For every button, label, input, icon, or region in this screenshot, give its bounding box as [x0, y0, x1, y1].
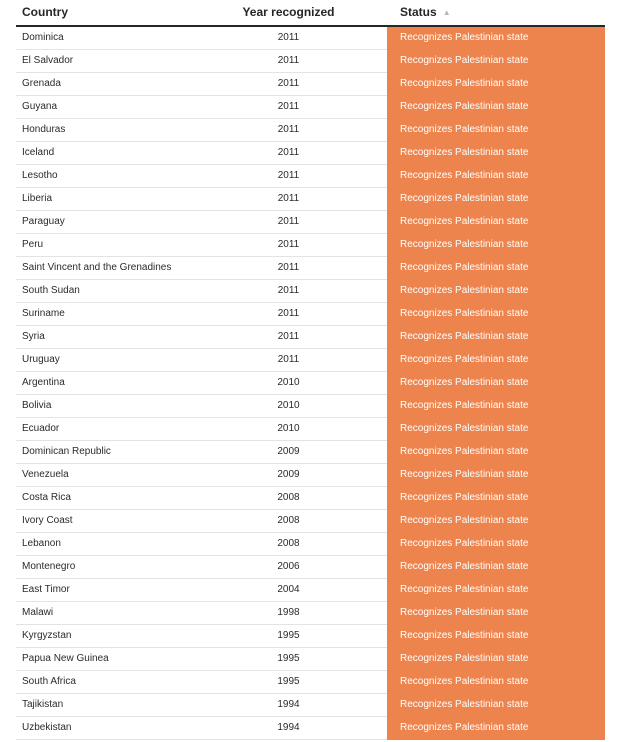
table-row: [16, 96, 605, 119]
country-cell: Iceland: [22, 147, 55, 158]
year-cell: 2009: [277, 469, 300, 480]
year-cell: 2011: [277, 55, 300, 66]
country-cell: El Salvador: [22, 55, 74, 66]
status-badge: Recognizes Palestinian state: [387, 119, 605, 142]
country-cell: Montenegro: [22, 561, 76, 572]
country-cell: Bolivia: [22, 400, 52, 411]
status-badge: Recognizes Palestinian state: [387, 464, 605, 487]
country-cell: Tajikistan: [22, 699, 64, 710]
country-cell: Honduras: [22, 124, 66, 135]
status-badge: Recognizes Palestinian state: [387, 510, 605, 533]
status-badge: Recognizes Palestinian state: [387, 579, 605, 602]
country-cell: Peru: [22, 239, 44, 250]
table-row: [16, 671, 605, 694]
column-header-status-label: Status: [400, 5, 437, 19]
country-cell: Dominica: [22, 32, 64, 43]
table-row: [16, 602, 605, 625]
status-badge: Recognizes Palestinian state: [387, 487, 605, 510]
year-cell: 2011: [277, 262, 300, 273]
table-row: [16, 533, 605, 556]
country-cell: Papua New Guinea: [22, 653, 109, 664]
table-row: [16, 234, 605, 257]
year-cell: 1994: [277, 699, 300, 710]
year-cell: 1995: [277, 653, 300, 664]
table-row: [16, 648, 605, 671]
country-cell: Suriname: [22, 308, 65, 319]
table-row: [16, 303, 605, 326]
country-cell: Venezuela: [22, 469, 69, 480]
country-cell: East Timor: [22, 584, 70, 595]
table-row: [16, 119, 605, 142]
country-cell: Grenada: [22, 78, 61, 89]
table-row: [16, 73, 605, 96]
country-cell: Uruguay: [22, 354, 60, 365]
status-badge: Recognizes Palestinian state: [387, 372, 605, 395]
table-row: [16, 556, 605, 579]
country-cell: Costa Rica: [22, 492, 71, 503]
country-cell: Kyrgyzstan: [22, 630, 72, 641]
country-cell: Ecuador: [22, 423, 60, 434]
status-badge: Recognizes Palestinian state: [387, 234, 605, 257]
country-cell: South Sudan: [22, 285, 80, 296]
status-badge: Recognizes Palestinian state: [387, 418, 605, 441]
status-badge: Recognizes Palestinian state: [387, 326, 605, 349]
table-row: [16, 441, 605, 464]
year-cell: 2011: [277, 147, 300, 158]
table-row: [16, 487, 605, 510]
country-cell: South Africa: [22, 676, 76, 687]
table-row: [16, 165, 605, 188]
status-badge: Recognizes Palestinian state: [387, 625, 605, 648]
country-cell: Argentina: [22, 377, 65, 388]
column-header-status[interactable]: [400, 0, 451, 25]
year-cell: 2011: [277, 239, 300, 250]
status-badge: Recognizes Palestinian state: [387, 602, 605, 625]
year-cell: 2011: [277, 32, 300, 43]
year-cell: 2010: [277, 400, 300, 411]
year-cell: 2011: [277, 216, 300, 227]
status-badge: Recognizes Palestinian state: [387, 648, 605, 671]
status-badge: Recognizes Palestinian state: [387, 73, 605, 96]
country-cell: Uzbekistan: [22, 722, 72, 733]
year-cell: 2011: [277, 193, 300, 204]
status-badge: Recognizes Palestinian state: [387, 441, 605, 464]
table-row: [16, 395, 605, 418]
column-header-year[interactable]: Year recognized: [242, 5, 335, 19]
column-header-country[interactable]: Country: [22, 5, 68, 19]
table-body: [16, 27, 605, 740]
table-row: [16, 372, 605, 395]
sort-ascending-icon[interactable]: ▲: [442, 8, 451, 17]
table-row: [16, 349, 605, 372]
year-cell: 2011: [277, 170, 300, 181]
status-badge: Recognizes Palestinian state: [387, 165, 605, 188]
table-row: [16, 326, 605, 349]
year-cell: 2011: [277, 101, 300, 112]
year-cell: 2009: [277, 446, 300, 457]
year-cell: 2010: [277, 377, 300, 388]
country-cell: Lebanon: [22, 538, 61, 549]
status-badge: Recognizes Palestinian state: [387, 280, 605, 303]
year-cell: 2004: [277, 584, 300, 595]
status-badge: Recognizes Palestinian state: [387, 671, 605, 694]
year-cell: 2006: [277, 561, 300, 572]
status-badge: Recognizes Palestinian state: [387, 96, 605, 119]
table-row: [16, 717, 605, 740]
table-row: [16, 418, 605, 441]
country-cell: Paraguay: [22, 216, 65, 227]
country-cell: Ivory Coast: [22, 515, 73, 526]
year-cell: 1995: [277, 630, 300, 641]
status-badge: Recognizes Palestinian state: [387, 50, 605, 73]
table-row: [16, 211, 605, 234]
table-row: [16, 142, 605, 165]
year-cell: 1994: [277, 722, 300, 733]
table-header: [16, 0, 605, 27]
status-badge: Recognizes Palestinian state: [387, 303, 605, 326]
country-cell: Guyana: [22, 101, 58, 112]
status-badge: Recognizes Palestinian state: [387, 694, 605, 717]
year-cell: 2011: [277, 331, 300, 342]
country-cell: Lesotho: [22, 170, 58, 181]
country-cell: Liberia: [22, 193, 53, 204]
table-row: [16, 464, 605, 487]
status-badge: Recognizes Palestinian state: [387, 211, 605, 234]
table-row: [16, 280, 605, 303]
status-badge: Recognizes Palestinian state: [387, 717, 605, 740]
country-cell: Syria: [22, 331, 45, 342]
year-cell: 2008: [277, 538, 300, 549]
country-cell: Saint Vincent and the Grenadines: [22, 262, 172, 273]
table-row: [16, 625, 605, 648]
table-row: [16, 579, 605, 602]
year-cell: 2011: [277, 308, 300, 319]
year-cell: 2011: [277, 124, 300, 135]
country-cell: Dominican Republic: [22, 446, 111, 457]
recognition-table: [16, 0, 605, 740]
status-badge: Recognizes Palestinian state: [387, 349, 605, 372]
year-cell: 2010: [277, 423, 300, 434]
year-cell: 2008: [277, 515, 300, 526]
table-row: [16, 50, 605, 73]
country-cell: Malawi: [22, 607, 54, 618]
table-row: [16, 188, 605, 211]
table-row: [16, 694, 605, 717]
table-row: [16, 510, 605, 533]
status-badge: Recognizes Palestinian state: [387, 556, 605, 579]
table-row: [16, 257, 605, 280]
status-badge: Recognizes Palestinian state: [387, 533, 605, 556]
year-cell: 2011: [277, 78, 300, 89]
status-badge: Recognizes Palestinian state: [387, 395, 605, 418]
year-cell: 1998: [277, 607, 300, 618]
year-cell: 2008: [277, 492, 300, 503]
status-badge: Recognizes Palestinian state: [387, 257, 605, 280]
status-badge: Recognizes Palestinian state: [387, 188, 605, 211]
status-badge: Recognizes Palestinian state: [387, 142, 605, 165]
year-cell: 2011: [277, 285, 300, 296]
status-badge: Recognizes Palestinian state: [387, 27, 605, 50]
year-cell: 1995: [277, 676, 300, 687]
year-cell: 2011: [277, 354, 300, 365]
table-row: [16, 27, 605, 50]
